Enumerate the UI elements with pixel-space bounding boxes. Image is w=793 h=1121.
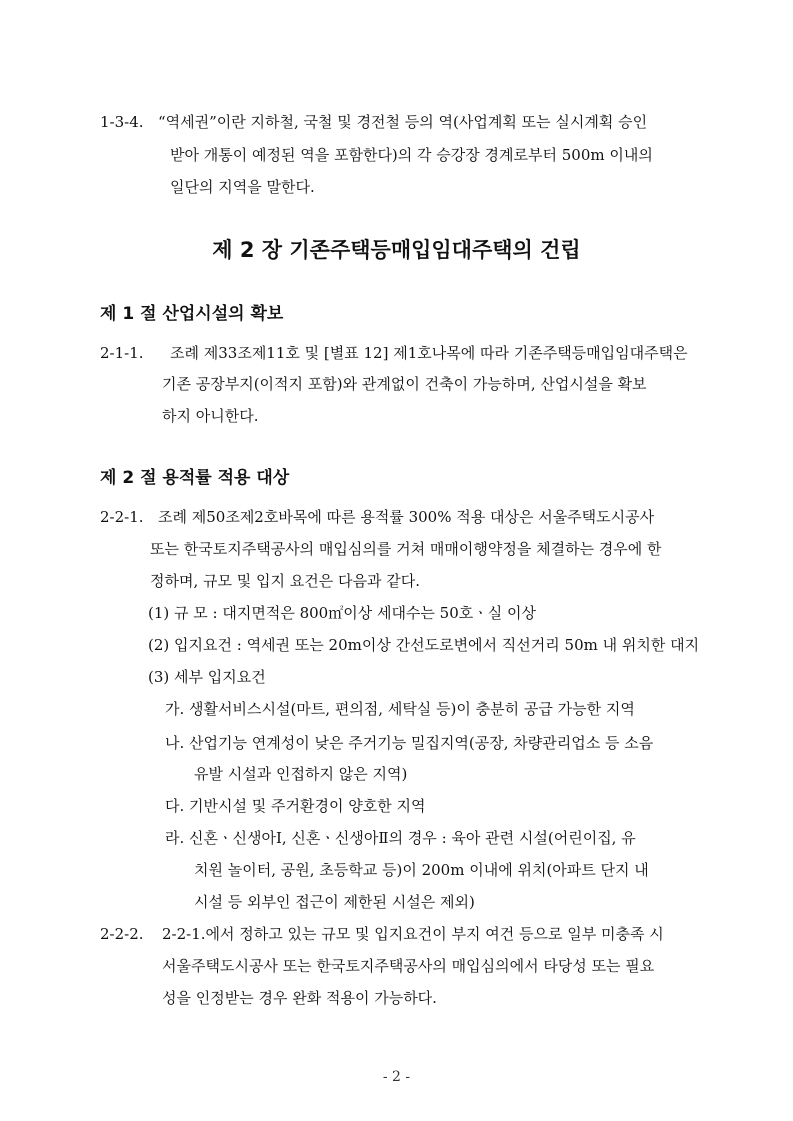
clause-2-2-2-line-2: 서울주택도시공사 또는 한국토지주택공사의 매입심의에서 타당성 또는 필요	[162, 957, 655, 975]
clause-2-2-1-line-2: 또는 한국토지주택공사의 매입심의를 거쳐 매매이행약정을 체결하는 경우에 한	[150, 540, 662, 558]
clause-number: 2-1-1.	[100, 344, 144, 362]
clause-text: 조례 제50조제2호바목에 따른 용적률 300% 적용 대상은 서울주택도시공사	[158, 508, 655, 526]
clause-2-1-1-line-2: 기존 공장부지(이적지 포함)와 관계없이 건축이 가능하며, 산업시설을 확보	[162, 375, 647, 393]
requirement-item-3: (3) 세부 입지요건	[148, 668, 266, 686]
requirement-item-1: (1) 규 모 : 대지면적은 800㎡이상 세대수는 50호ㆍ실 이상	[148, 604, 536, 622]
requirement-item-2: (2) 입지요건 : 역세권 또는 20m이상 간선도로변에서 직선거리 50m 내 위치한 대지	[148, 636, 700, 654]
clause-2-2-1-line-3: 정하며, 규모 및 입지 요건은 다음과 같다.	[150, 572, 420, 590]
clause-text: 조례 제33조제11호 및 [별표 12] 제1호나목에 따라 기존주택등매입임대주택은	[170, 344, 688, 362]
subitem-na-line-2: 유발 시설과 인접하지 않은 지역)	[194, 765, 408, 783]
subitem-ra-line-3: 시설 등 외부인 접근이 제한된 시설은 제외)	[194, 893, 475, 911]
clause-2-2-1-line-1	[100, 507, 654, 527]
clause-number: 2-2-2.	[100, 925, 144, 943]
subitem-ga: 가. 생활서비스시설(마트, 편의점, 세탁실 등)이 충분히 공급 가능한 지역	[165, 700, 635, 718]
clause-2-1-1-line-1	[100, 343, 688, 363]
page-number: - 2 -	[382, 1069, 411, 1085]
subitem-na-line-1: 나. 산업기능 연계성이 낮은 주거기능 밀집지역(공장, 차량관리업소 등 소음	[165, 734, 654, 752]
clause-1-3-4-line-2: 받아 개통이 예정된 역을 포함한다)의 각 승강장 경계로부터 500m 이내의	[170, 146, 653, 164]
clause-2-2-2-line-1	[100, 924, 664, 944]
clause-1-3-4-line-3: 일단의 지역을 말한다.	[170, 178, 315, 196]
clause-1-3-4-line-1	[100, 112, 647, 132]
clause-2-1-1-line-3: 하지 아니한다.	[162, 407, 259, 425]
chapter-title: 제 2 장 기존주택등매입임대주택의 건립	[212, 238, 581, 262]
clause-number: 1-3-4.	[100, 113, 144, 131]
clause-text: “역세권”이란 지하철, 국철 및 경전철 등의 역(사업계획 또는 실시계획 승인	[158, 113, 648, 131]
section-2-title: 제 2 절 용적률 적용 대상	[100, 468, 290, 488]
clause-number: 2-2-1.	[100, 508, 144, 526]
subitem-ra-line-2: 치원 놀이터, 공원, 초등학교 등)이 200m 이내에 위치(아파트 단지 내	[194, 861, 649, 879]
subitem-ra-line-1: 라. 신혼ㆍ신생아Ⅰ, 신혼ㆍ신생아Ⅱ의 경우 : 육아 관련 시설(어린이집, 유	[165, 829, 636, 847]
clause-2-2-2-line-3: 성을 인정받는 경우 완화 적용이 가능하다.	[162, 989, 437, 1007]
section-1-title: 제 1 절 산업시설의 확보	[100, 304, 284, 324]
clause-text: 2-2-1.에서 정하고 있는 규모 및 입지요건이 부지 여건 등으로 일부 미충족 시	[162, 925, 664, 943]
subitem-da: 다. 기반시설 및 주거환경이 양호한 지역	[165, 797, 426, 815]
